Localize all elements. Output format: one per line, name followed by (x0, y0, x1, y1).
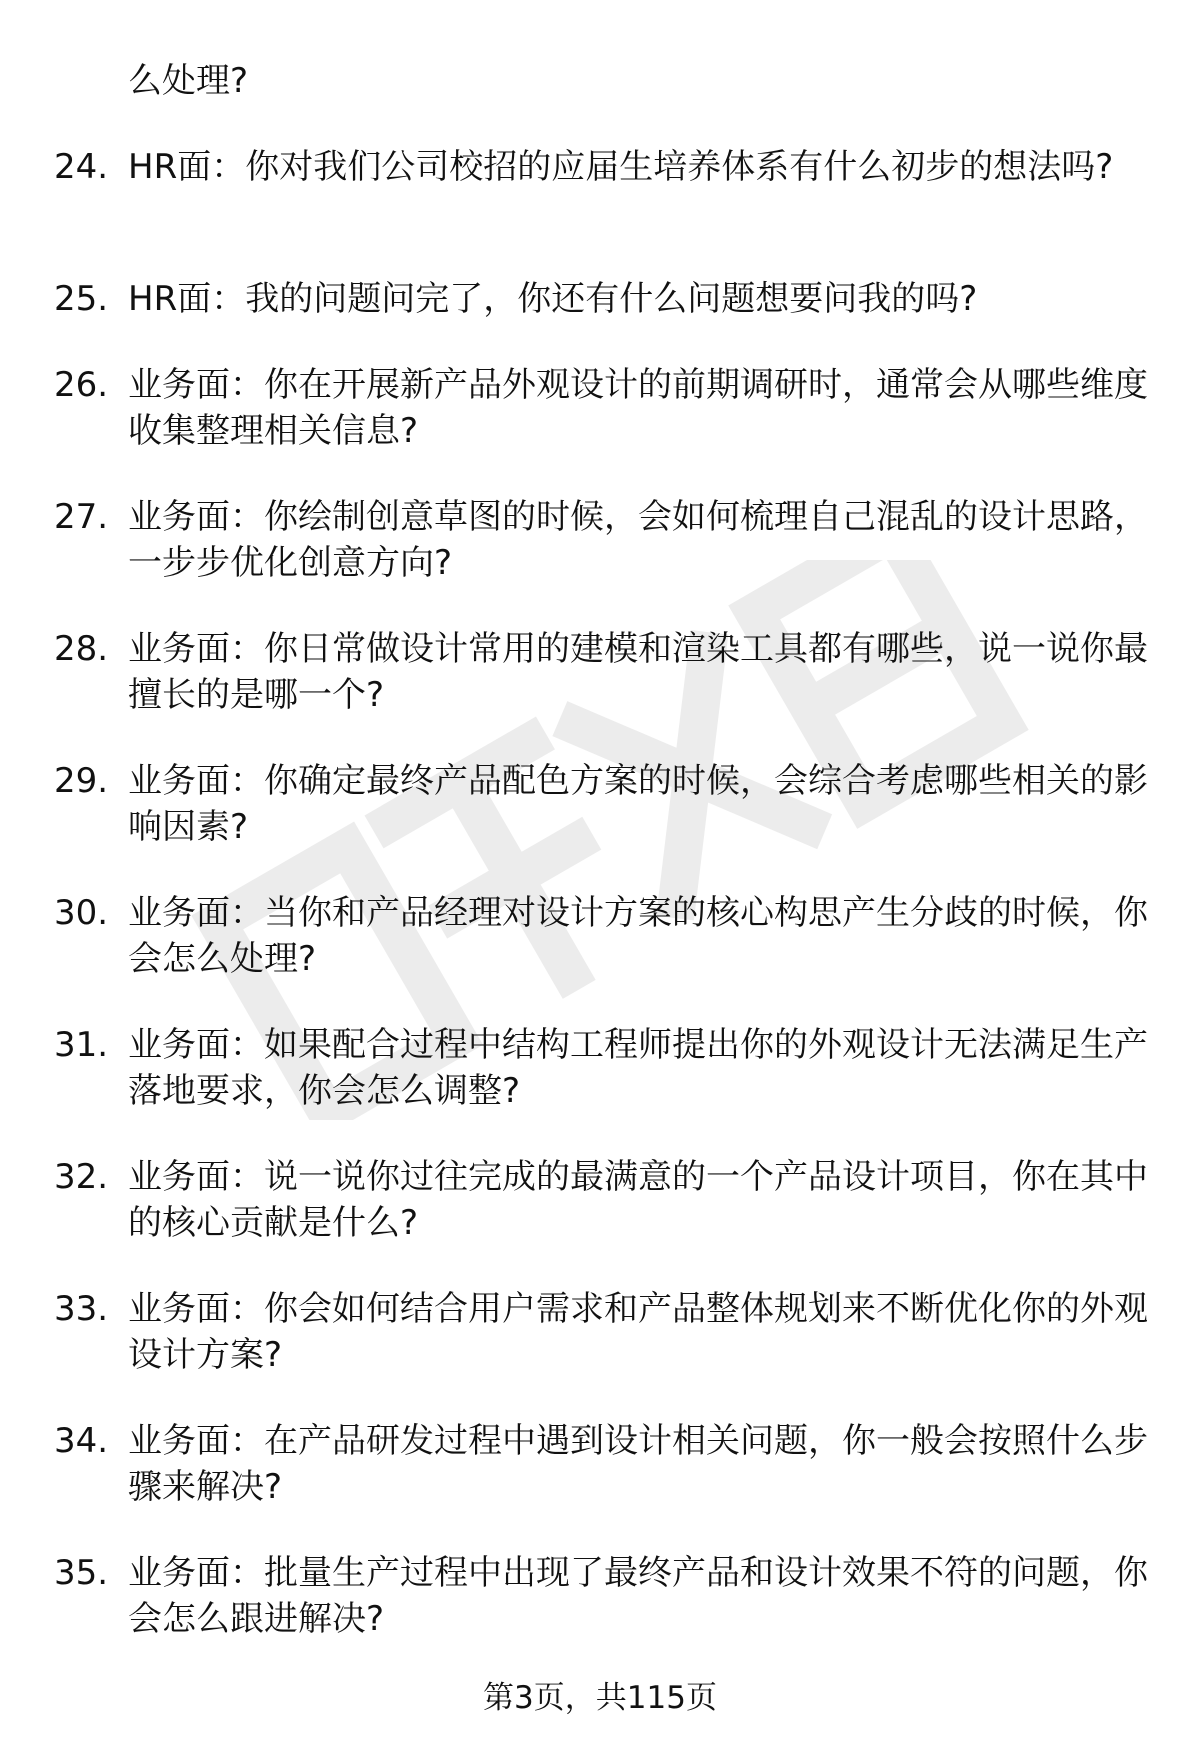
question-item (0, 626, 1200, 718)
question-item (0, 276, 1200, 322)
question-text: 业务面：你绘制创意草图的时候，会如何梳理自己混乱的设计思路，一步步优化创意方向? (128, 497, 1148, 583)
question-item (0, 362, 1200, 454)
question-item (0, 890, 1200, 982)
question-text: 业务面：你会如何结合用户需求和产品整体规划来不断优化你的外观设计方案? (128, 1289, 1148, 1375)
question-text: 业务面：如果配合过程中结构工程师提出你的外观设计无法满足生产落地要求，你会怎么调整? (128, 1025, 1148, 1111)
question-text: 业务面：当你和产品经理对设计方案的核心构思产生分歧的时候，你会怎么处理? (128, 893, 1148, 979)
question-list (0, 144, 1200, 1642)
question-item (0, 144, 1200, 236)
question-number: 32. (54, 1157, 109, 1197)
page-footer: 第3页，共115页 (483, 1680, 717, 1716)
question-text: 业务面：说一说你过往完成的最满意的一个产品设计项目，你在其中的核心贡献是什么? (128, 1157, 1148, 1243)
question-text: HR面：你对我们公司校招的应届生培养体系有什么初步的想法吗? (128, 147, 1114, 187)
question-text: 业务面：你在开展新产品外观设计的前期调研时，通常会从哪些维度收集整理相关信息? (128, 365, 1148, 451)
question-text: 业务面：批量生产过程中出现了最终产品和设计效果不符的问题，你会怎么跟进解决? (128, 1553, 1148, 1639)
question-item (0, 758, 1200, 850)
question-content (0, 58, 1200, 1642)
question-number: 31. (54, 1025, 109, 1065)
carryover-text: 么处理? (128, 61, 249, 101)
question-number: 28. (54, 629, 109, 669)
question-text: 业务面：你确定最终产品配色方案的时候，会综合考虑哪些相关的影响因素? (128, 761, 1148, 847)
question-number: 29. (54, 761, 109, 801)
question-number: 26. (54, 365, 109, 405)
question-item (0, 1286, 1200, 1378)
question-item (0, 494, 1200, 586)
question-number: 33. (54, 1289, 109, 1329)
question-text: HR面：我的问题问完了，你还有什么问题想要问我的吗? (128, 279, 978, 319)
question-number: 27. (54, 497, 109, 537)
question-number: 30. (54, 893, 109, 933)
question-number: 35. (54, 1553, 109, 1593)
question-number: 24. (54, 147, 109, 187)
question-text: 业务面：在产品研发过程中遇到设计相关问题，你一般会按照什么步骤来解决? (128, 1421, 1148, 1507)
question-number: 25. (54, 279, 109, 319)
question-item (0, 1154, 1200, 1246)
question-item (0, 1418, 1200, 1510)
question-item (0, 1022, 1200, 1114)
question-number: 34. (54, 1421, 109, 1461)
question-text: 业务面：你日常做设计常用的建模和渲染工具都有哪些，说一说你最擅长的是哪一个? (128, 629, 1148, 715)
question-item (0, 1550, 1200, 1642)
